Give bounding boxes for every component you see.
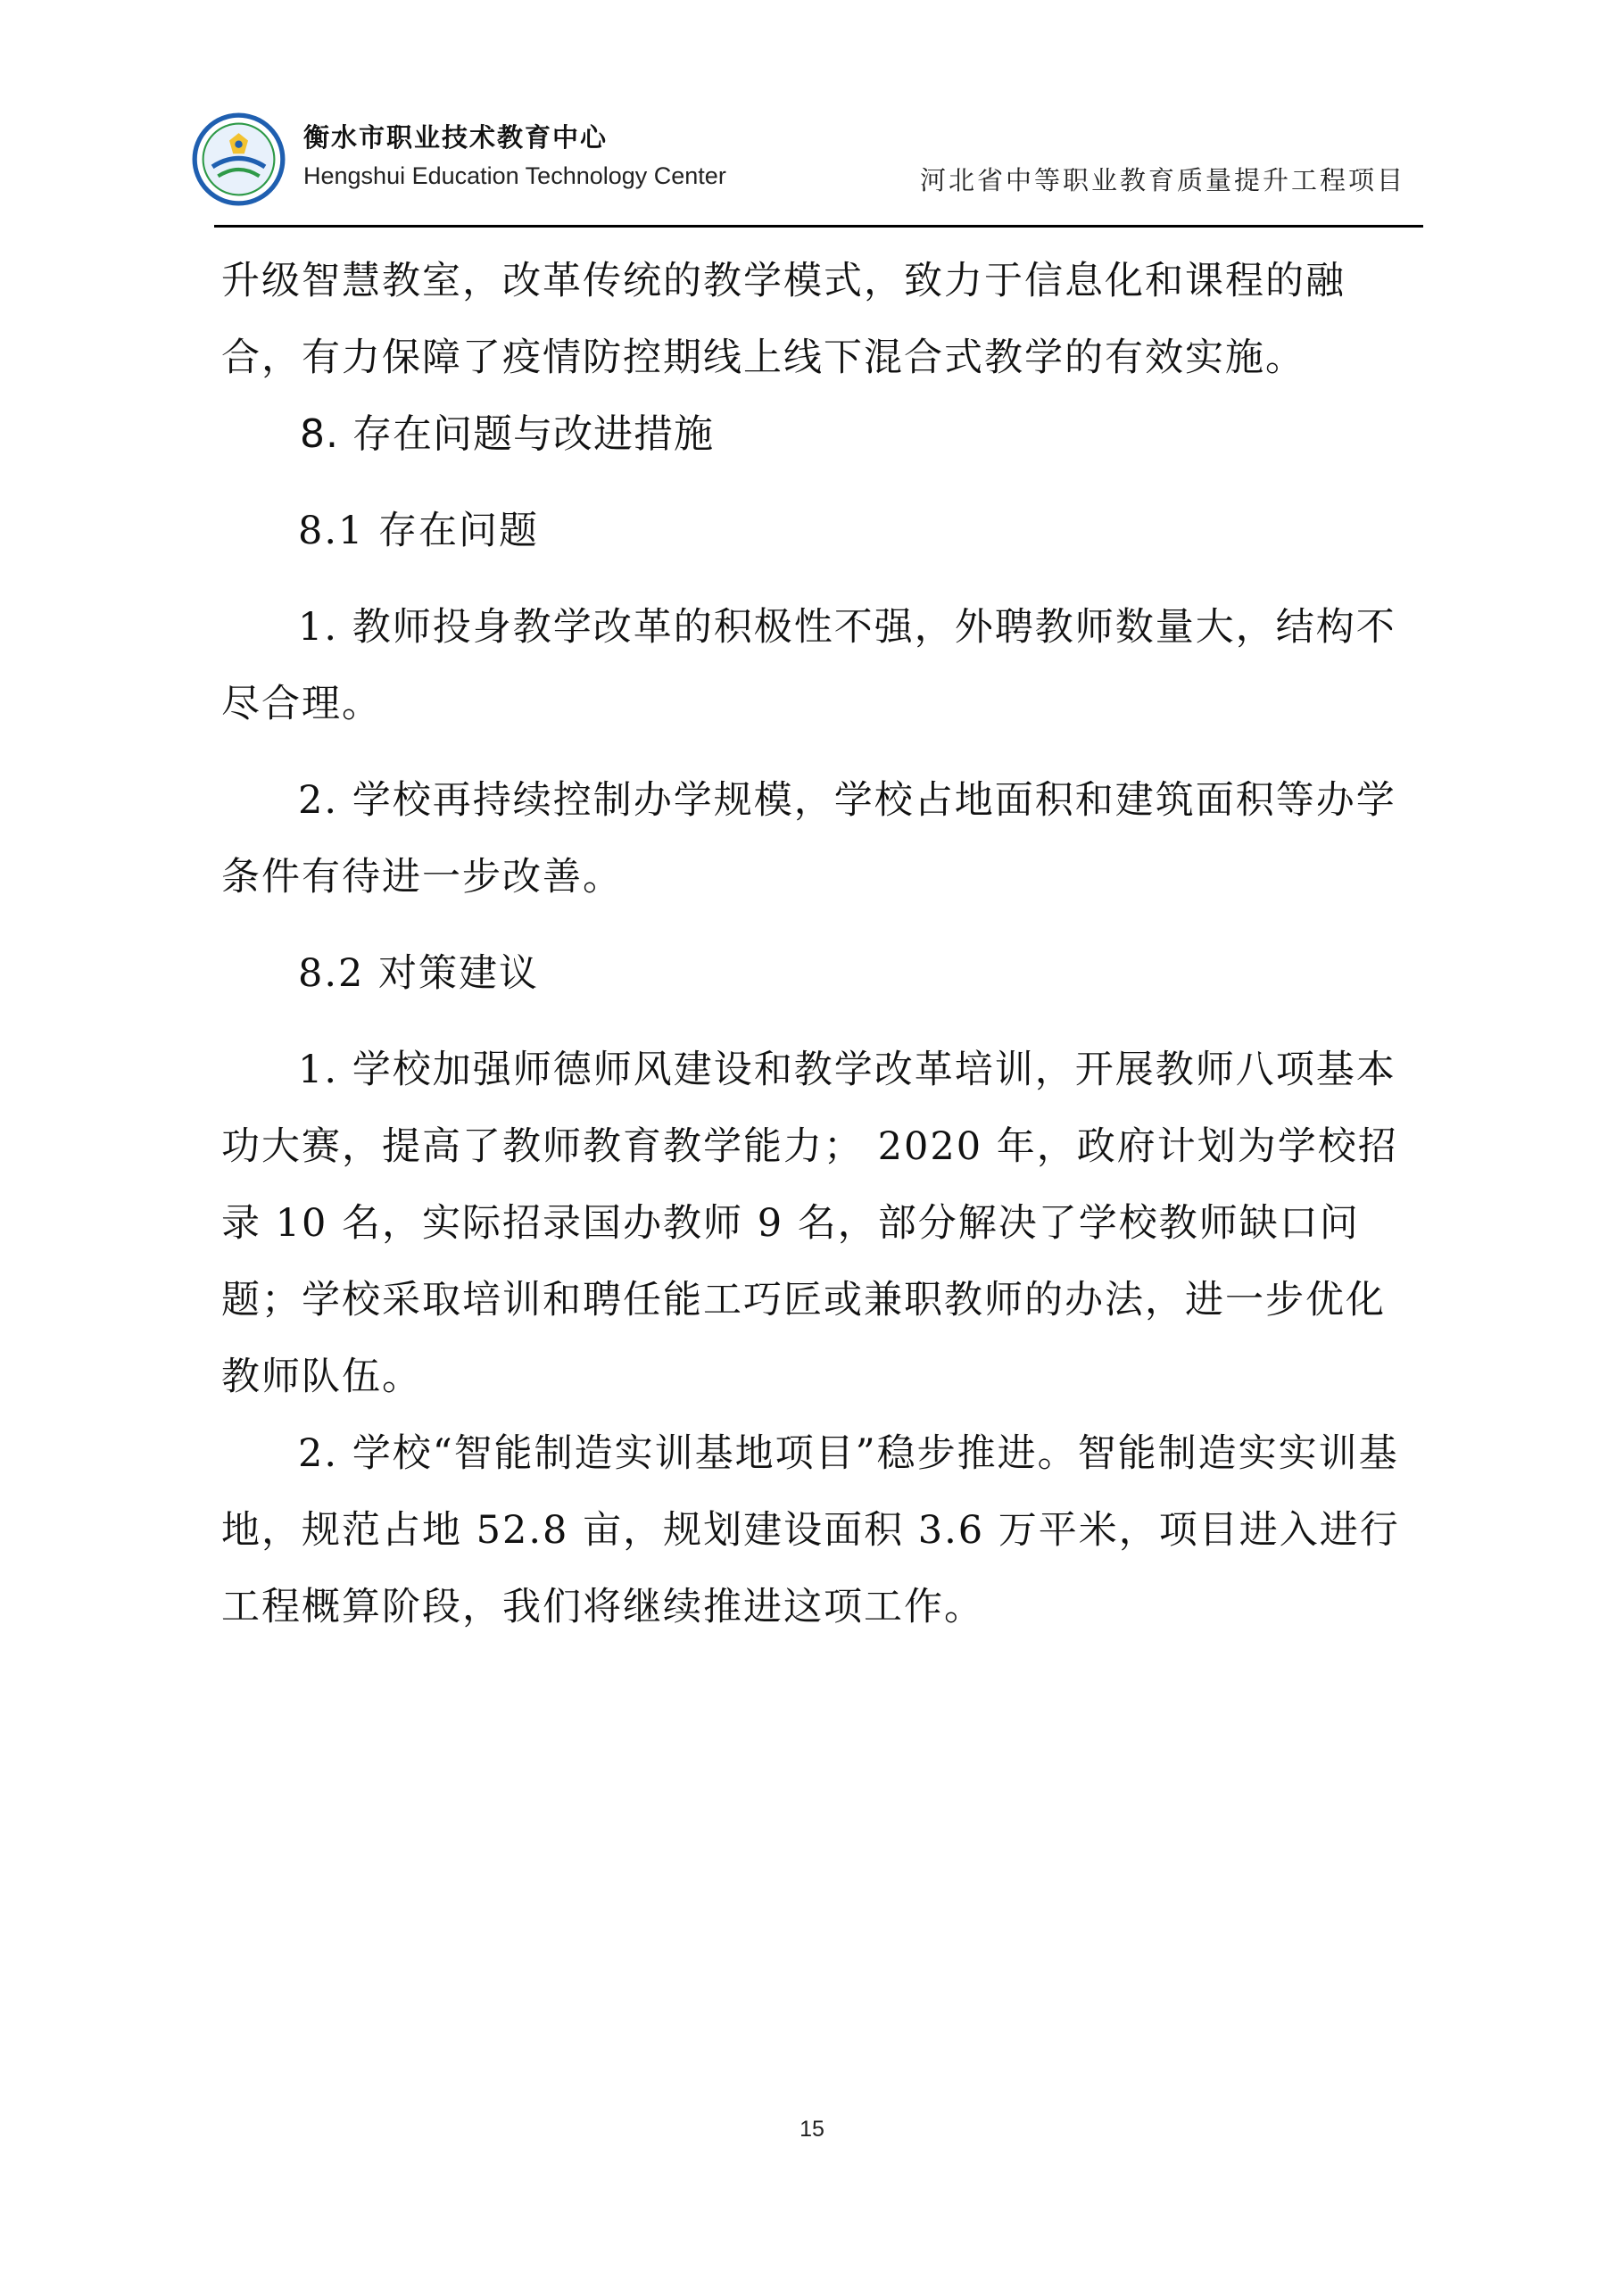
- paragraph-problem-2: 2. 学校再持续控制办学规模，学校占地面积和建筑面积等办学条件有待进一步改善。: [221, 778, 1396, 899]
- school-emblem-icon: [192, 112, 286, 206]
- section-heading-8: 8. 存在问题与改进措施: [300, 411, 714, 457]
- project-title: 河北省中等职业教育质量提升工程项目: [919, 165, 1405, 195]
- header-divider: [214, 225, 1423, 228]
- paragraph-measure-1: 1. 学校加强师德师风建设和教学改革培训，开展教师八项基本功大赛，提高了教师教育教学能力； 2020 年，政府计划为学校招录 10 名，实际招录国办教师 9 名，部分解决了学校教师缺口问题；学校采取培训和聘任能工巧匠或兼职教师的办法，进一步优化教师队伍。: [221, 1048, 1398, 1399]
- organization-name-en: Hengshui Education Technology Center: [303, 162, 726, 189]
- document-body: [221, 243, 1421, 1645]
- organization-name-cn: 衡水市职业技术教育中心: [303, 122, 609, 153]
- page-number: 15: [800, 2117, 824, 2142]
- page-header: [192, 105, 1423, 221]
- paragraph-problem-1: 1. 教师投身教学改革的积极性不强，外聘教师数量大，结构不尽合理。: [221, 605, 1396, 726]
- subsection-heading-8-1: 8.1 存在问题: [298, 509, 540, 553]
- paragraph-measure-2: 2. 学校“智能制造实训基地项目”稳步推进。智能制造实实训基地，规范占地 52.8 亩，规划建设面积 3.6 万平米，项目进入进行工程概算阶段，我们将继续推进这项工作。: [221, 1431, 1400, 1629]
- subsection-heading-8-2: 8.2 对策建议: [298, 951, 540, 996]
- paragraph-continued: 升级智慧教室，改革传统的教学模式，致力于信息化和课程的融合，有力保障了疫情防控期线上线下混合式教学的有效实施。: [221, 259, 1346, 380]
